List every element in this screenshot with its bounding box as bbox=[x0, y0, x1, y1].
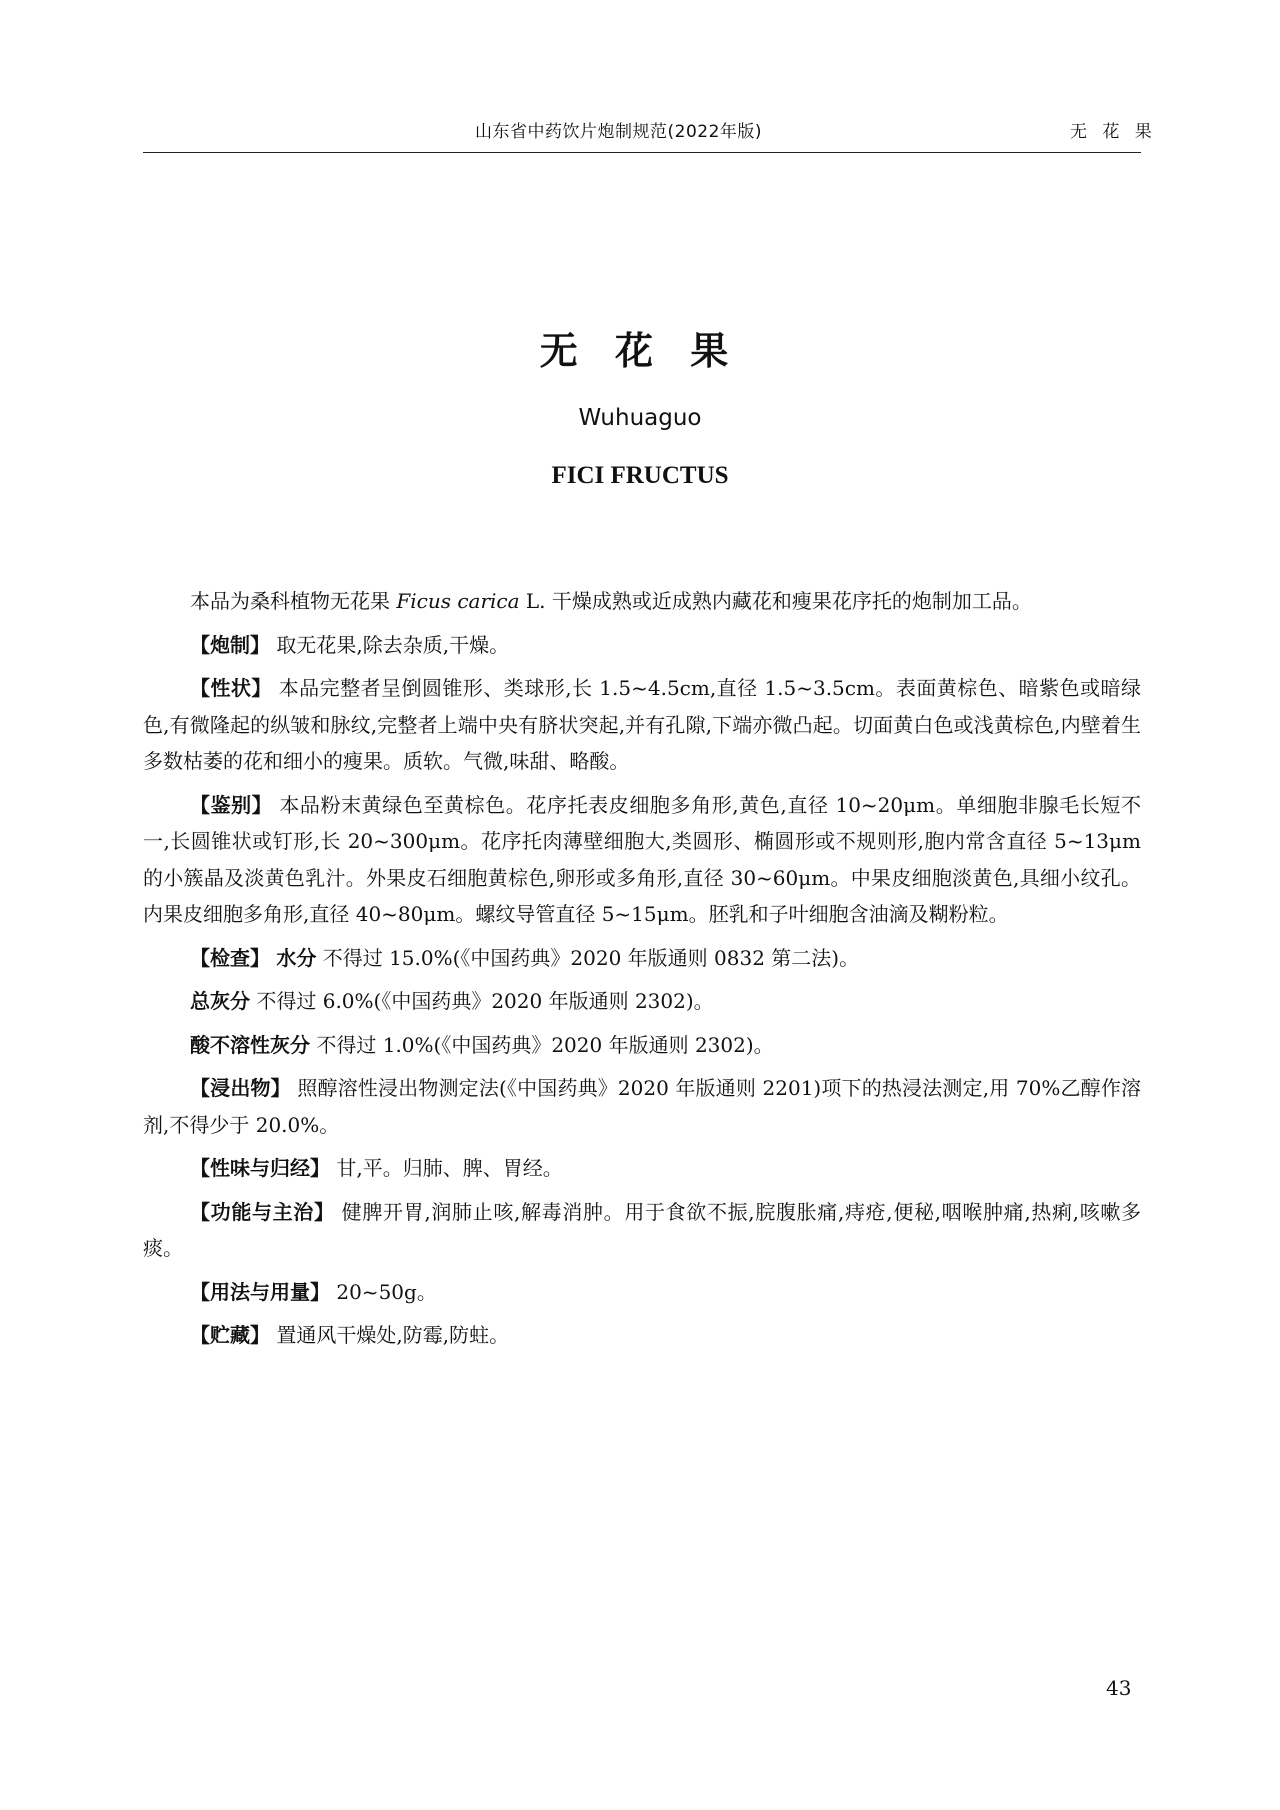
description-text: 本品完整者呈倒圆锥形、类球形,长 1.5~4.5cm,直径 1.5~3.5cm。表面黄棕色、暗紫色或暗绿色,有微隆起的纵皱和脉纹,完整者上端中央有脐状突起,并有孔隙,下端亦微凸起。切面黄白色或浅黄棕色,内壁着生多数枯萎的花和细小的瘦果。质软。气微,味甜、略酸。 bbox=[143, 676, 1141, 773]
description-label: 【性状】 bbox=[190, 676, 272, 700]
section-inspection-acid-insoluble-ash bbox=[143, 1027, 1141, 1064]
functions-text: 健脾开胃,润肺止咳,解毒消肿。用于食欲不振,脘腹胀痛,痔疮,便秘,咽喉肿痛,热痢,咳嗽多痰。 bbox=[143, 1199, 1142, 1260]
dosage-text: 20~50g。 bbox=[336, 1279, 437, 1304]
section-extract bbox=[143, 1070, 1141, 1143]
species-name: Ficus carica bbox=[396, 589, 520, 613]
total-ash-text: 不得过 6.0%(《中国药典》2020 年版通则 2302)。 bbox=[256, 989, 714, 1013]
processing-label: 【炮制】 bbox=[190, 632, 270, 657]
section-dosage bbox=[143, 1274, 1141, 1311]
extract-label: 【浸出物】 bbox=[190, 1076, 291, 1100]
section-inspection-total-ash bbox=[143, 983, 1141, 1020]
inspection-label: 【检查】 bbox=[190, 945, 270, 970]
nature-text: 甘,平。归肺、脾、胃经。 bbox=[336, 1156, 563, 1180]
section-storage bbox=[143, 1317, 1141, 1354]
nature-label: 【性味与归经】 bbox=[190, 1156, 330, 1180]
identification-label: 【鉴别】 bbox=[190, 792, 273, 817]
monograph-pinyin: Wuhuaguo bbox=[578, 405, 702, 431]
monograph-title: 无 花 果 bbox=[539, 329, 741, 373]
acid-insoluble-ash-label: 酸不溶性灰分 bbox=[190, 1032, 310, 1057]
section-identification bbox=[143, 787, 1141, 933]
section-processing bbox=[143, 627, 1141, 664]
functions-label: 【功能与主治】 bbox=[190, 1199, 335, 1224]
total-ash-label: 总灰分 bbox=[190, 989, 250, 1013]
section-nature bbox=[143, 1150, 1141, 1187]
intro-text-b: L. 干燥成熟或近成熟内藏花和瘦果花序托的炮制加工品。 bbox=[519, 589, 1032, 613]
intro-paragraph bbox=[143, 583, 1141, 620]
storage-text: 置通风干燥处,防霉,防蛀。 bbox=[276, 1323, 510, 1347]
header-running-title: 无 花 果 bbox=[1070, 122, 1157, 142]
identification-text: 本品粉末黄绿色至黄棕色。花序托表皮细胞多角形,黄色,直径 10~20μm。单细胞非腺毛长短不一,长圆锥状或钉形,长 20~300μm。花序托肉薄壁细胞大,类圆形、椭圆形或不规则形,胞内常含直径 5~13μm 的小簇晶及淡黄色乳汁。外果皮石细胞黄棕色,卵形或多角形,直径 30~60μm。中果皮细胞淡黄色,具细小纹孔。内果皮细胞多角形,直径 40~80μm。螺纹导管直径 5~15μm。胚乳和子叶细胞含油滴及糊粉粒。 bbox=[143, 792, 1141, 926]
section-inspection-water bbox=[143, 940, 1141, 977]
water-label: 水分 bbox=[276, 945, 317, 970]
storage-label: 【贮藏】 bbox=[190, 1323, 270, 1347]
processing-text: 取无花果,除去杂质,干燥。 bbox=[276, 632, 510, 657]
acid-insoluble-ash-text: 不得过 1.0%(《中国药典》2020 年版通则 2302)。 bbox=[316, 1032, 774, 1057]
section-description bbox=[143, 670, 1141, 780]
monograph-body bbox=[143, 583, 1141, 1361]
extract-text: 照醇溶性浸出物测定法(《中国药典》2020 年版通则 2201)项下的热浸法测定,用 70%乙醇作溶剂,不得少于 20.0%。 bbox=[143, 1076, 1142, 1137]
page-number: 43 bbox=[1106, 1676, 1132, 1700]
water-text: 不得过 15.0%(《中国药典》2020 年版通则 0832 第二法)。 bbox=[322, 945, 860, 970]
header-rule bbox=[143, 152, 1141, 153]
section-functions bbox=[143, 1194, 1141, 1267]
intro-text-a: 本品为桑科植物无花果 bbox=[190, 589, 397, 613]
monograph-latin-name: FICI FRUCTUS bbox=[551, 462, 729, 489]
dosage-label: 【用法与用量】 bbox=[190, 1279, 330, 1304]
header-book-title: 山东省中药饮片炮制规范(2022年版) bbox=[475, 122, 763, 142]
